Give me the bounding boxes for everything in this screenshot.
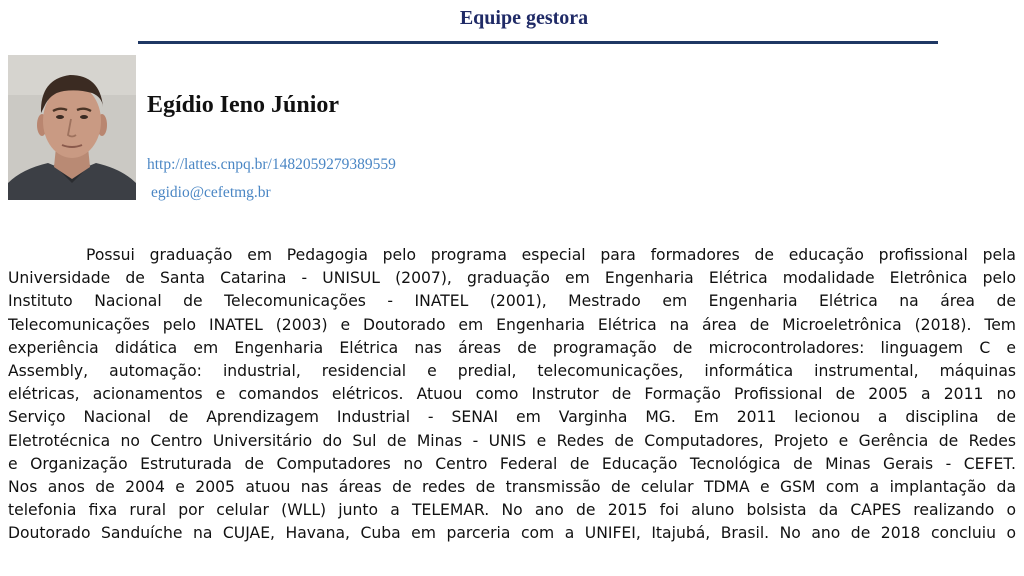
portrait-image [8, 55, 136, 200]
bio-line: telefonia fixa rural por celular (WLL) junto a TELEMAR. No ano de 2015 foi aluno bolsista da CAPES realizando o [8, 501, 1016, 520]
profile-photo [8, 55, 136, 200]
biography-paragraph [8, 244, 1016, 545]
person-name: Egídio Ieno Júnior [147, 92, 340, 118]
bio-line: Possui graduação em Pedagogia pelo programa especial para formadores de educação profissional pela [86, 246, 1016, 264]
bio-line: Nos anos de 2004 e 2005 atuou nas áreas de redes de transmissão de celular TDMA e GSM com a implantação da [8, 477, 1016, 496]
bio-line: Telecomunicações pelo INATEL (2003) e Doutorado em Engenharia Elétrica na área de Microeletrônica (2018). Tem [8, 315, 1016, 334]
bio-line: e Organização Estruturada de Computadores no Centro Federal de Educação Tecnológica de Minas Gerais - CEFET. [8, 454, 1016, 473]
lattes-link[interactable]: http://lattes.cnpq.br/1482059279389559 [147, 156, 396, 173]
bio-line: Assembly, automação: industrial, residencial e predial, telecomunicações, informática instrumental, máquinas [8, 361, 1016, 380]
section-title: Equipe gestora [459, 7, 589, 29]
bio-line: experiência didática em Engenharia Elétrica nas áreas de programação de microcontroladores: linguagem C e [8, 338, 1016, 357]
bio-line: Universidade de Santa Catarina - UNISUL (2007), graduação em Engenharia Elétrica modalidade Eletrônica pelo [8, 269, 1016, 288]
email-link[interactable]: egidio@cefetmg.br [151, 184, 271, 201]
bio-line: Doutorado Sanduíche na CUJAE, Havana, Cuba em parceria com a UNIFEI, Itajubá, Brasil. No ano de 2018 concluiu o [8, 524, 1016, 543]
bio-line: elétricas, acionamentos e comandos elétricos. Atuou como Instrutor de Formação Profissional de 2005 a 2011 no [8, 385, 1016, 404]
title-underline [138, 41, 938, 44]
bio-line: Instituto Nacional de Telecomunicações - INATEL (2001), Mestrado em Engenharia Elétrica na área de [8, 292, 1016, 311]
bio-line: Eletrotécnica no Centro Universitário do Sul de Minas - UNIS e Redes de Computadores, Projeto e Gerência de Redes [8, 431, 1016, 450]
bio-line: Serviço Nacional de Aprendizagem Industrial - SENAI em Varginha MG. Em 2011 lecionou a disciplina de [8, 408, 1016, 427]
